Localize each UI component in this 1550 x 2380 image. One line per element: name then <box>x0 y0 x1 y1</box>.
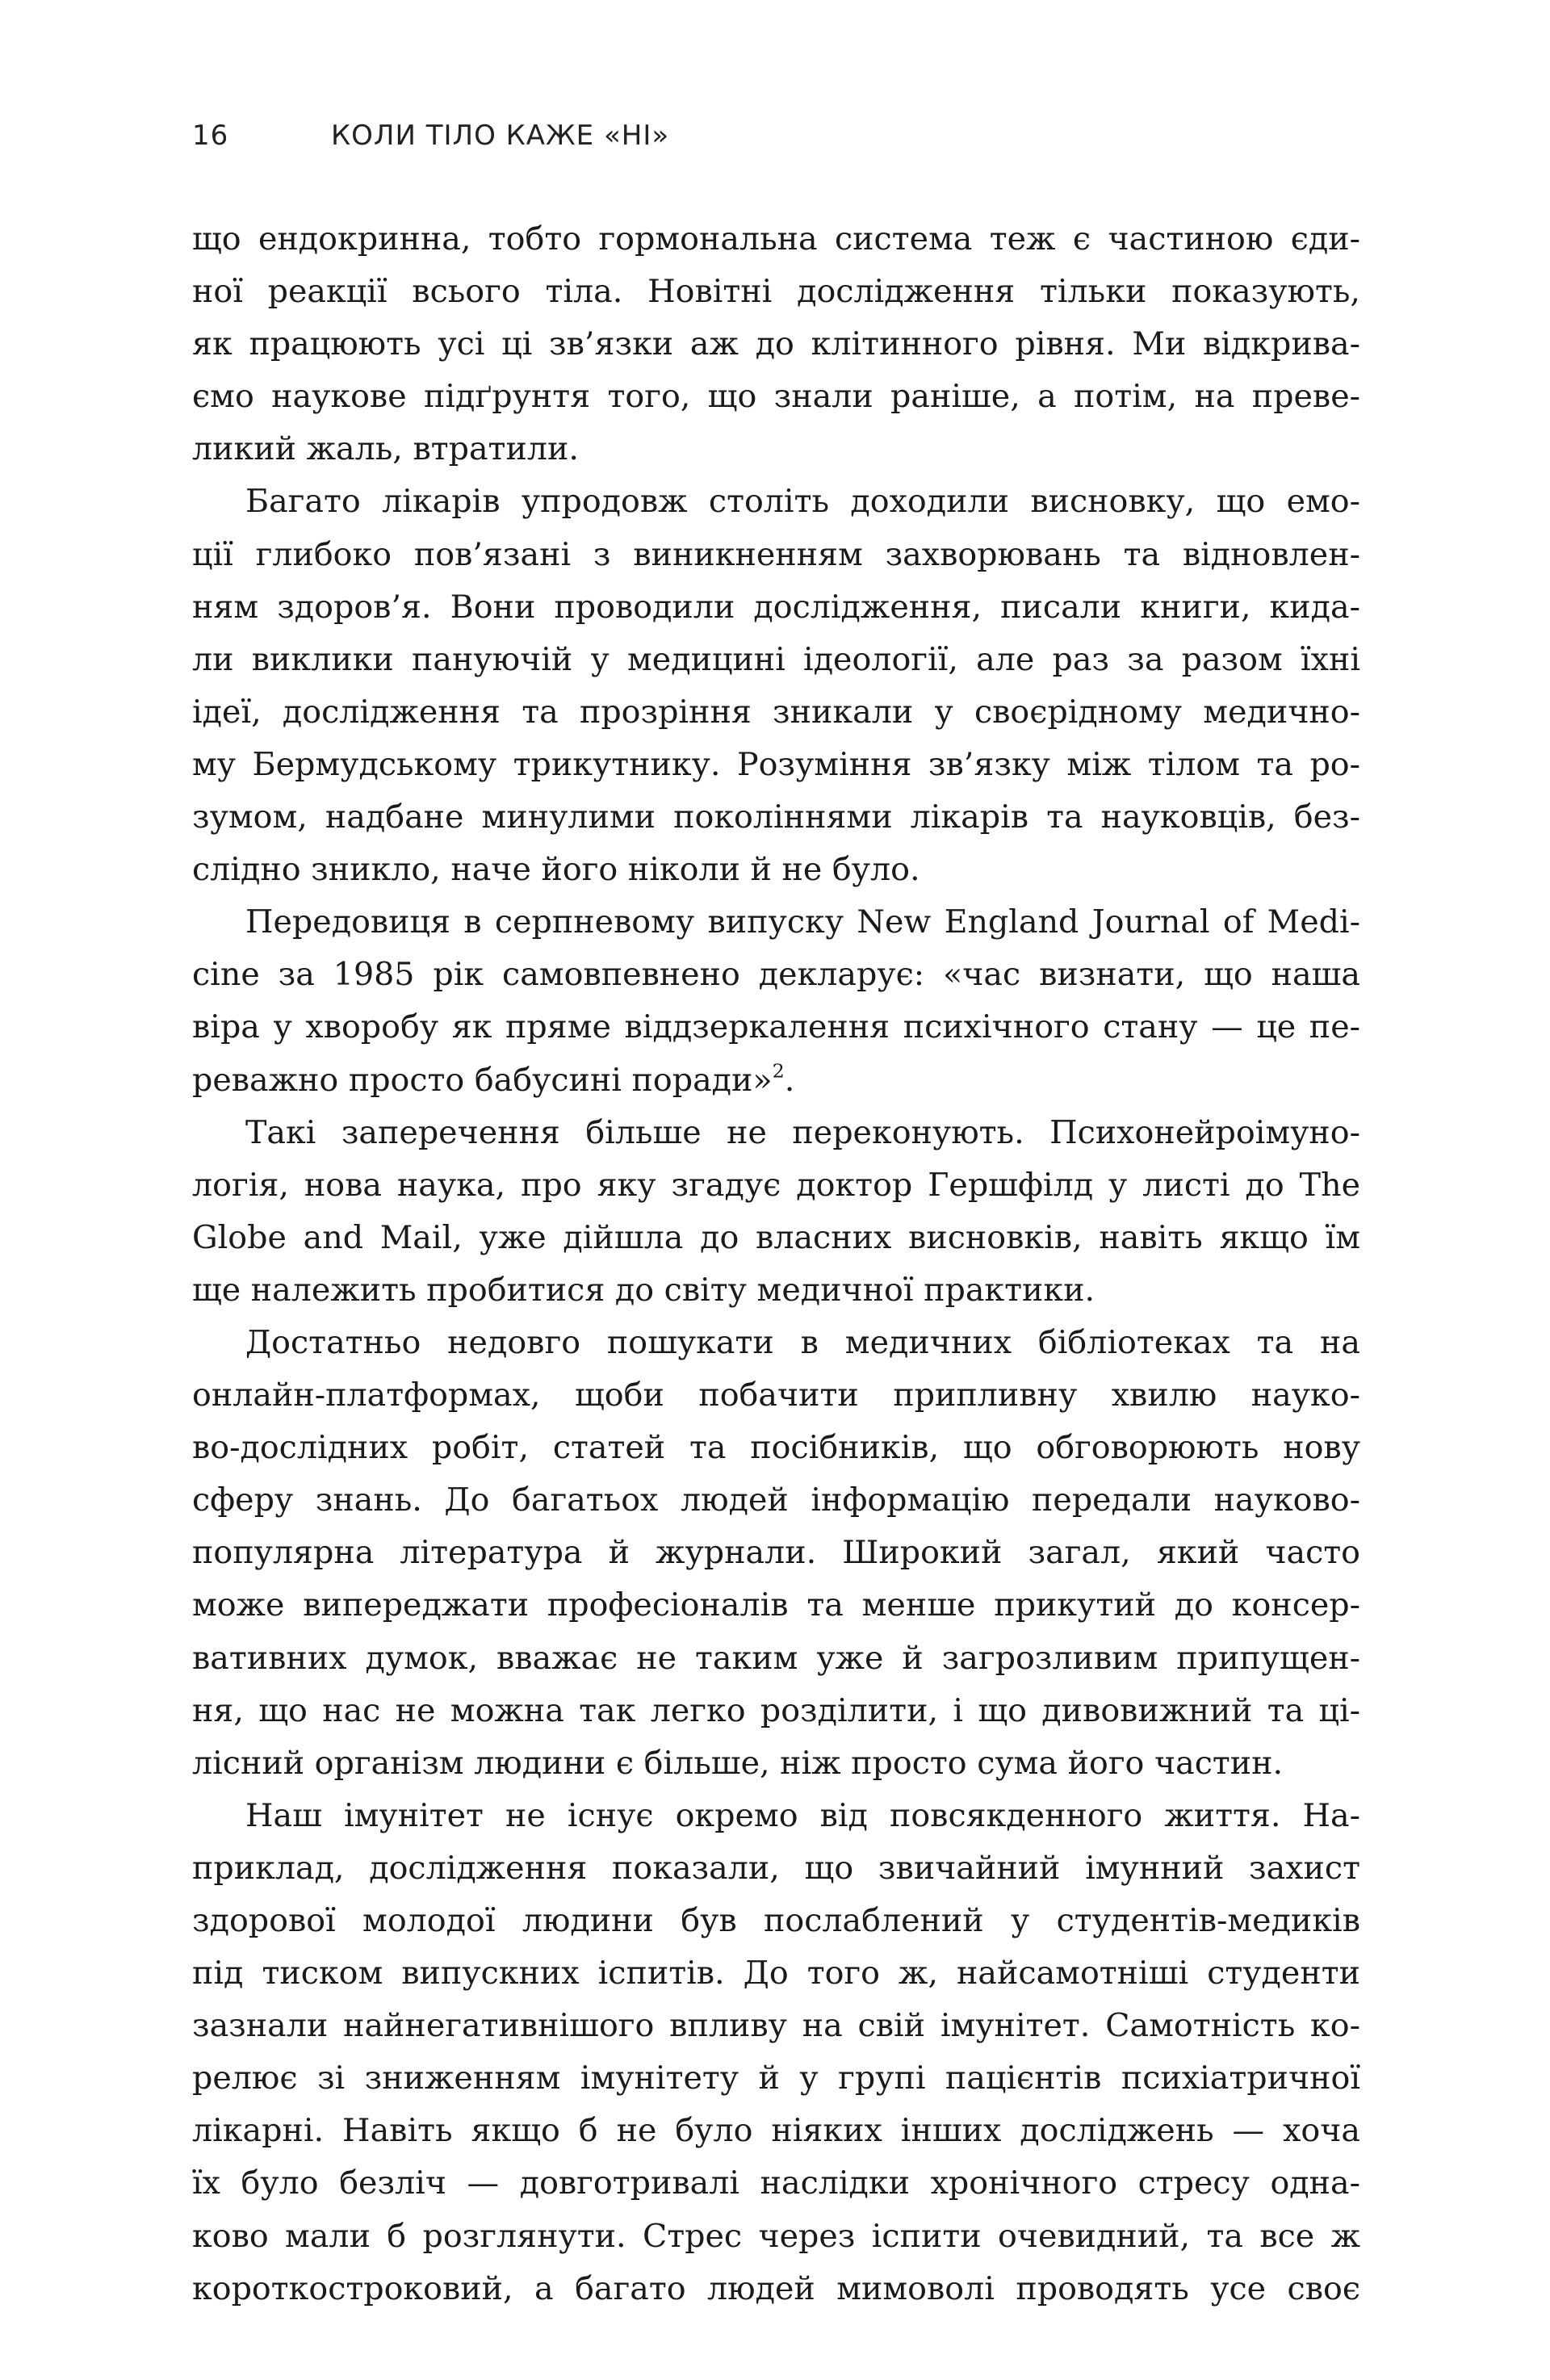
line-text: приклад, дослідження показали, що звичайний імунний захист <box>192 1849 1360 1887</box>
line-text: Достатньо недовго пошукати в медичних бібліотеках та на <box>245 1323 1360 1361</box>
footnote-marker[interactable]: 2 <box>772 1058 785 1082</box>
line-text: во-дослідних робіт, статей та посібників, що обговорюють нову <box>192 1429 1360 1467</box>
line-text: віра у хворобу як пряме віддзеркалення психічного стану — це пе- <box>192 1008 1360 1046</box>
line-text: му Бермудському трикутнику. Розуміння зв’язку між тілом та ро- <box>192 745 1360 783</box>
line-text: зазнали найнегативнішого впливу на свій імунітет. Самотність ко- <box>192 2007 1360 2045</box>
text-line <box>192 581 1360 634</box>
text-line <box>192 1737 1360 1790</box>
line-text: під тиском випускних іспитів. До того ж, найсамотніші студенти <box>192 1955 1360 1992</box>
text-line <box>192 1107 1360 1159</box>
text-line <box>192 2000 1360 2052</box>
text-line <box>192 476 1360 528</box>
line-text: здорової молодої людини був послаблений у студентів-медиків <box>192 1902 1360 1939</box>
text-line <box>192 1369 1360 1422</box>
line-text: як працюють усі ці зв’язки аж до клітинного рівня. Ми відкрива- <box>192 325 1360 363</box>
text-line <box>192 2052 1360 2105</box>
text-line <box>192 1212 1360 1264</box>
paragraph <box>192 1107 1360 1317</box>
line-text: ще належить пробитися до світу медичної практики. <box>192 1271 1095 1309</box>
line-text: лікарні. Навіть якщо б не було ніяких інших досліджень — хоча <box>192 2112 1360 2150</box>
line-text: ємо наукове підґрунтя того, що знали раніше, а потім, на преве- <box>192 378 1360 416</box>
text-line <box>192 318 1360 371</box>
text-line <box>192 896 1360 949</box>
line-text: їх було безліч — довготривалі наслідки хронічного стресу однa- <box>192 2164 1360 2202</box>
line-text: вативних думок, вважає не таким уже й загрозливим припущен- <box>192 1639 1360 1677</box>
text-line <box>192 1842 1360 1895</box>
line-text: логія, нова наука, про яку згадує доктор Гершфілд у листі до The <box>192 1166 1360 1204</box>
line-text: Такі заперечення більше не переконують. Психонейроімуно- <box>245 1113 1360 1151</box>
page-number: 16 <box>192 119 229 152</box>
line-text: популярна література й журнали. Широкий загал, який часто <box>192 1534 1360 1572</box>
line-text: реважно просто бабусині поради» <box>192 1061 773 1099</box>
line-text: сферу знань. До багатьох людей інформацію передали науково- <box>192 1481 1360 1519</box>
line-text: ликий жаль, втратили. <box>192 430 579 468</box>
line-text: релює зі зниженням імунітету й у групі пацієнтів психіатричної <box>192 2059 1360 2097</box>
text-line <box>192 2157 1360 2210</box>
line-text: ня, що нас не можна так легко розділити, і що дивовижний та ці- <box>192 1691 1360 1729</box>
paragraph <box>192 1790 1360 2315</box>
text-line <box>192 1054 1360 1107</box>
text-line <box>192 1422 1360 1474</box>
text-line <box>192 1685 1360 1737</box>
chapter-title: КОЛИ ТІЛО КАЖЕ «НІ» <box>331 119 670 152</box>
text-line <box>192 1579 1360 1632</box>
text-line <box>192 529 1360 581</box>
text-line <box>192 1474 1360 1527</box>
line-text: ням здоров’я. Вони проводили дослідження, писали книги, кида- <box>192 588 1360 626</box>
text-line <box>192 1632 1360 1685</box>
text-line <box>192 686 1360 739</box>
text-line <box>192 1947 1360 2000</box>
text-line <box>192 1001 1360 1054</box>
text-line <box>192 371 1360 423</box>
line-text: зумом, надбане минулими поколіннями лікарів та науковців, без- <box>192 798 1360 836</box>
paragraph <box>192 1317 1360 1790</box>
text-line <box>192 1790 1360 1842</box>
paragraph <box>192 213 1360 476</box>
line-text: онлайн-платформах, щоби побачити припливну хвилю науко- <box>192 1376 1360 1414</box>
trailing-punctuation: . <box>784 1061 795 1099</box>
line-text: ції глибоко пов’язані з виникненням захворювань та відновлен- <box>192 535 1360 573</box>
line-text: Багато лікарів упродовж століть доходили висновку, що емо- <box>245 483 1360 521</box>
text-line <box>192 2263 1360 2315</box>
line-text: лісний організм людини є більше, ніж просто сума його частин. <box>192 1744 1284 1782</box>
text-line <box>192 2105 1360 2157</box>
line-text: Передовиця в серпневому випуску New England Journal of Medi- <box>245 903 1360 941</box>
paragraph <box>192 896 1360 1106</box>
text-line <box>192 1895 1360 1947</box>
text-line <box>192 844 1360 896</box>
text-line <box>192 213 1360 266</box>
text-line <box>192 949 1360 1001</box>
text-line <box>192 739 1360 791</box>
line-text: cine за 1985 рік самовпевнено декларує: «час визнати, що наша <box>192 956 1360 994</box>
running-head <box>192 119 1363 160</box>
text-line <box>192 1317 1360 1369</box>
line-text: Наш імунітет не існує окремо від повсякденного життя. На- <box>245 1796 1360 1834</box>
text-line <box>192 1264 1360 1317</box>
text-line <box>192 791 1360 844</box>
line-text: ково мали б розглянути. Стрес через іспити очевидний, та все ж <box>192 2217 1360 2255</box>
text-line <box>192 423 1360 476</box>
line-text: короткостроковий, а багато людей мимоволі проводять усе своє <box>192 2269 1360 2307</box>
line-text: слідно зникло, наче його ніколи й не було. <box>192 851 920 889</box>
body-text <box>192 213 1360 2315</box>
paragraph <box>192 476 1360 896</box>
line-text: Globe and Mail, уже дійшла до власних висновків, навіть якщо їм <box>192 1218 1360 1256</box>
line-text: може випереджати професіоналів та менше прикутий до консер- <box>192 1586 1360 1624</box>
line-text: ної реакції всього тіла. Новітні дослідження тільки показують, <box>192 273 1360 311</box>
text-line <box>192 1159 1360 1212</box>
text-line <box>192 634 1360 686</box>
text-line <box>192 2210 1360 2263</box>
text-line <box>192 266 1360 318</box>
line-text: що ендокринна, тобто гормональна система теж є частиною єди- <box>192 220 1360 258</box>
text-line <box>192 1527 1360 1579</box>
line-text: ли виклики пануючій у медицині ідеології, але раз за разом їхні <box>192 640 1360 678</box>
line-text: ідеї, дослідження та прозріння зникали у своєрідному медично- <box>192 693 1360 731</box>
